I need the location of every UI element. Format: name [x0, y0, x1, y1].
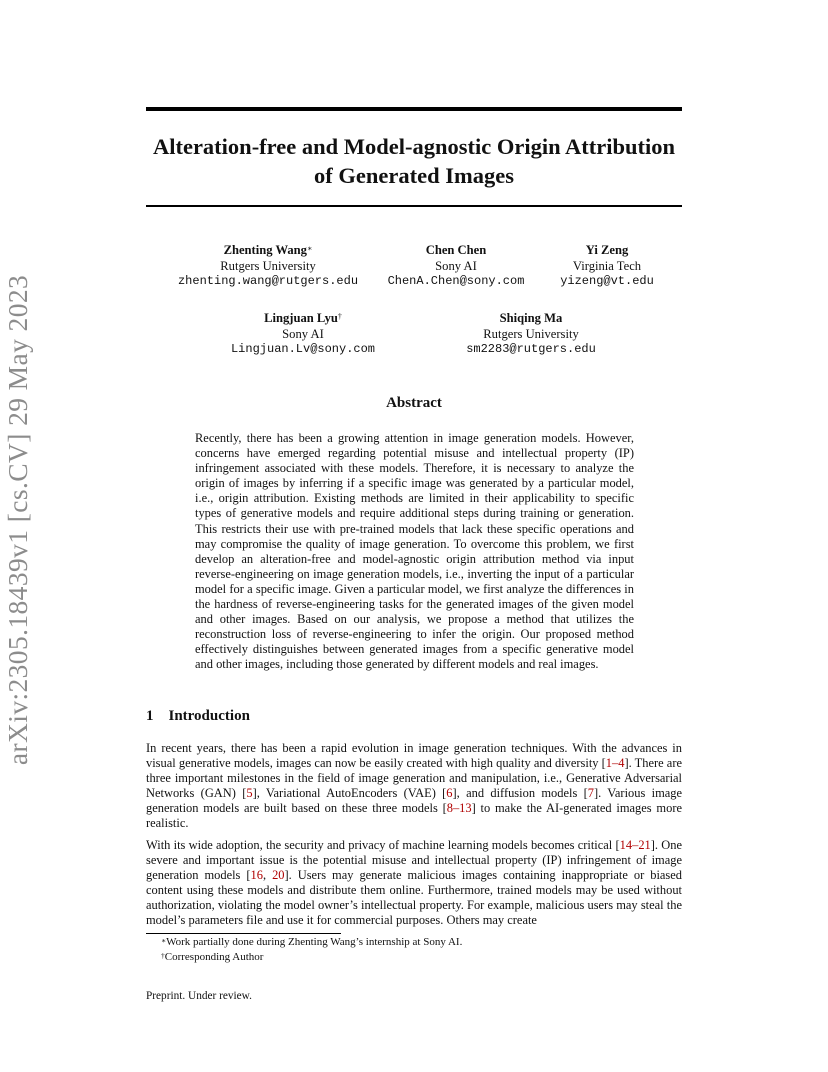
abstract-body: Recently, there has been a growing attention in image generation models. However, concerns have emerged regarding potential misuse and intellectual property (IP) infringement associated with these models. Therefore, it is necessary to analyze the origin of images by inferring if a specific image was generated by a particular model, i.e., origin attribution. Existing methods are limited in their applicability to specific types of generative models and require additional steps during training or generation. This restricts their use with pre-trained models that lack these specific operations and may compromise the quality of image generation. To overcome this problem, we first develop an alteration-free and model-agnostic origin attribution method via input reverse-engineering on image generation models, i.e., inverting the input of a particular model for a specific image. Given a particular model, we first analyze the differences in the hardness of reverse-engineering tasks for the generated images of the given model and other images. Based on our analysis, we propose a method that utilizes the reconstruction loss of reverse-engineering to infer the origin. Our proposed method effectively distinguishes between generated images from a specific generative model and other images, including those generated by different models and real images.: [195, 431, 634, 672]
author-email: ChenA.Chen@sony.com: [387, 274, 525, 288]
author-block: [163, 243, 373, 290]
footnote-mark: ∗: [161, 936, 167, 945]
author-name: Chen Chen: [425, 243, 487, 257]
citation-link[interactable]: 5: [246, 786, 253, 801]
intro-paragraph-2: With its wide adoption, the security and privacy of machine learning models becomes critical [14–21]. One severe and important issue is the potential misuse and intellectual property (IP) infringement of image generation models [16, 20]. Users may generate malicious images containing inappropriate or biased content using these models and distribute them online. Furthermore, trained models may be used without authorization, violating the model owner’s intellectual property. For example, malicious users may steal the model’s parameters file and use it for commercial purposes. Others may create: [146, 838, 682, 928]
citation-link[interactable]: 20: [272, 868, 285, 883]
author-email: sm2283@rutgers.edu: [466, 342, 596, 356]
author-block: [547, 243, 667, 290]
author-name: Lingjuan Lyu†: [264, 311, 342, 325]
abstract-heading: Abstract: [386, 395, 442, 411]
preprint-footer: Preprint. Under review.: [146, 990, 252, 1002]
author-email: zhenting.wang@rutgers.edu: [177, 274, 359, 288]
title-bottom-rule: [146, 205, 682, 207]
author-name: Shiqing Ma: [499, 311, 563, 325]
paper-title-line-2: of Generated Images: [314, 163, 514, 188]
author-mark: ∗: [306, 244, 313, 253]
citation-link[interactable]: 1–4: [605, 756, 625, 771]
section-number: 1: [146, 708, 154, 724]
author-email: Lingjuan.Lv@sony.com: [230, 342, 376, 356]
footnote-rule: [146, 933, 341, 934]
section-heading: [146, 708, 250, 725]
author-affiliation: Rutgers University: [483, 326, 579, 341]
footnote-mark: †: [161, 951, 165, 960]
author-name: Yi Zeng: [585, 243, 629, 257]
paper-title-line-1: Alteration-free and Model-agnostic Origin Attribution: [152, 134, 676, 159]
author-affiliation: Sony AI: [435, 258, 477, 273]
intro-paragraph-1: In recent years, there has been a rapid evolution in image generation techniques. With the advances in visual generative models, images can now be easily created with high quality and diversity [1–4]. There are three important milestones in the field of image generation and manipulation, i.e., Generative Adversarial Networks (GAN) [5], Variational AutoEncoders (VAE) [6], and diffusion models [7]. Various image generation models are built based on these three models [8–13] to make the AI-generated images more realistic.: [146, 741, 683, 831]
author-affiliation: Rutgers University: [220, 258, 316, 273]
citation-link[interactable]: 7: [587, 786, 594, 801]
footnote-2: †Corresponding Author: [161, 951, 264, 963]
citation-link[interactable]: 16: [250, 868, 263, 883]
arxiv-stamp-text: arXiv:2305.18439v1 [cs.CV] 29 May 2023: [2, 274, 33, 766]
citation-link[interactable]: 8–13: [446, 801, 472, 816]
title-top-rule: [146, 107, 682, 111]
author-block: [456, 311, 606, 358]
author-affiliation: Sony AI: [282, 326, 324, 341]
citation-link[interactable]: 6: [446, 786, 453, 801]
author-affiliation: Virginia Tech: [572, 258, 642, 273]
author-block: [218, 311, 388, 358]
author-email: yizeng@vt.edu: [560, 274, 654, 288]
author-name: Zhenting Wang∗: [223, 243, 313, 257]
author-block: [376, 243, 536, 290]
footnote-1: ∗Work partially done during Zhenting Wang’s internship at Sony AI.: [161, 936, 463, 948]
section-title: Introduction: [168, 708, 250, 724]
author-mark: †: [337, 312, 342, 321]
citation-link[interactable]: 14–21: [619, 838, 651, 852]
